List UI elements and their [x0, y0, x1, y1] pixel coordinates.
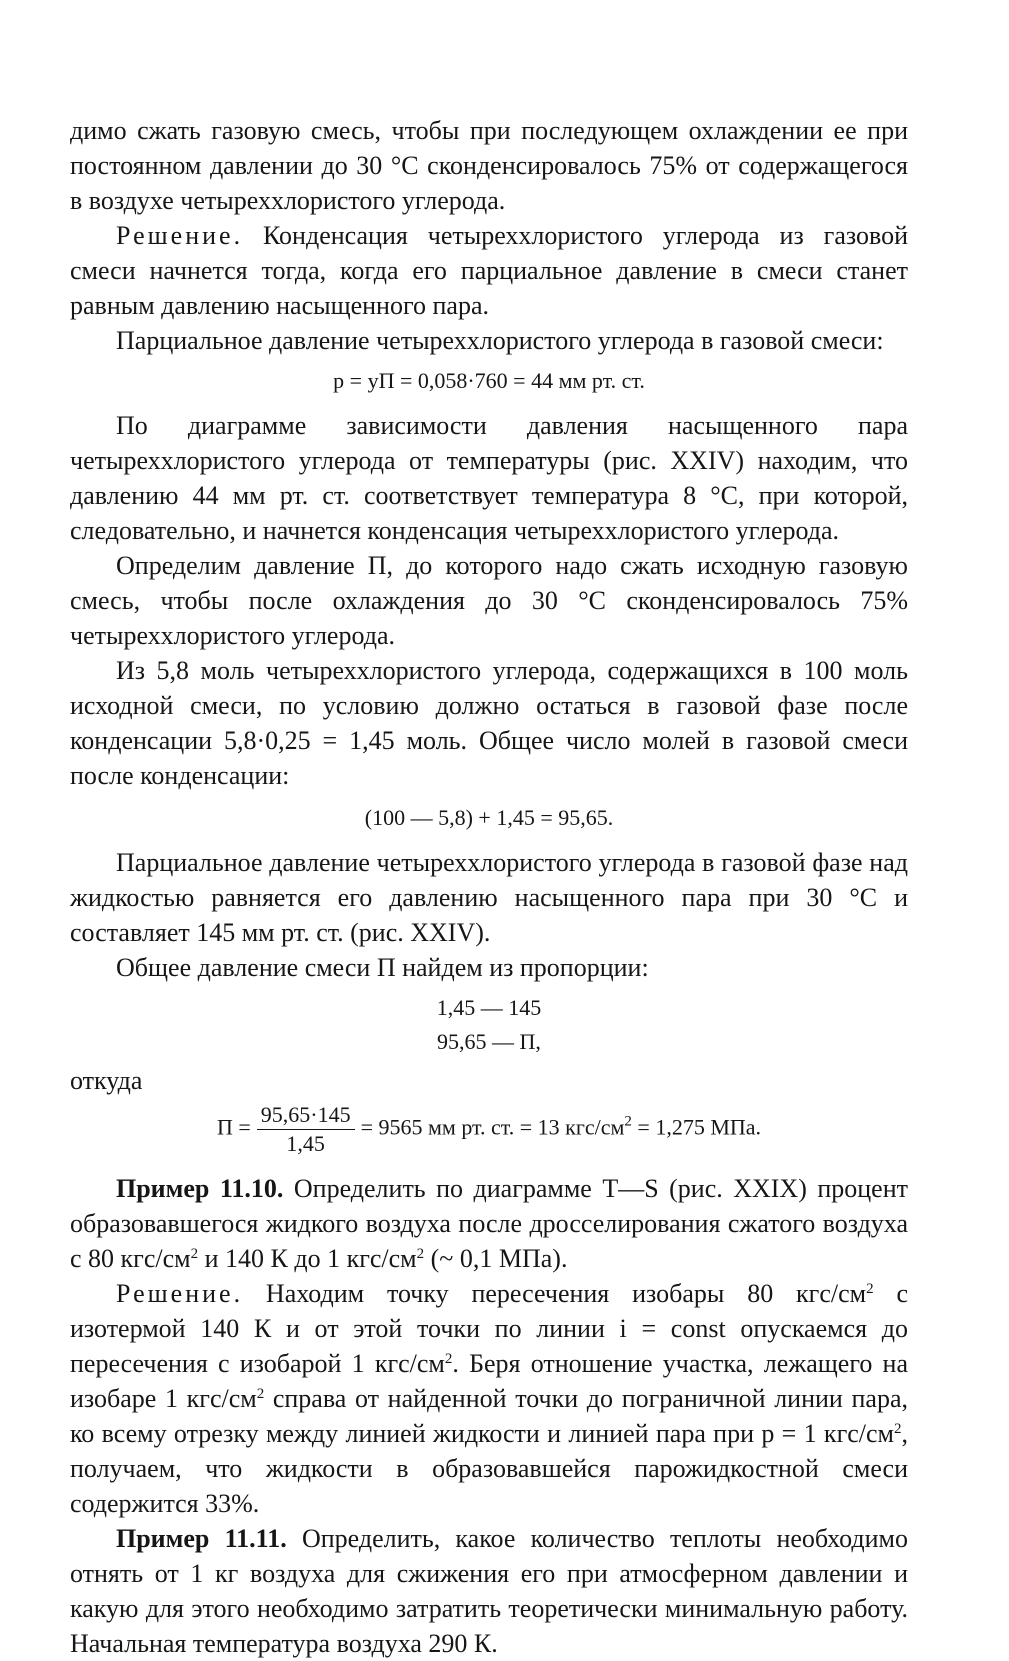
superscript: 2 — [190, 1246, 199, 1262]
solution-text: справа от найденной точки до пограничной линии пара, ко всему отрезку между линией жидкости и линией пара при p = 1 кгс/см — [70, 1384, 908, 1448]
proportion-line-1: 1,45 — 145 — [436, 995, 542, 1020]
solution-label: Решение. — [116, 1279, 244, 1308]
paragraph-define-pressure: Определим давление П, до которого надо сжать исходную газовую смесь, чтобы после охлаждения до 30 °С сконденсировалось 75% четыреххлористого углерода. — [70, 551, 908, 650]
fraction — [257, 1102, 355, 1157]
equation-rhs: = 9565 мм рт. ст. = 13 кгс/см — [360, 1114, 625, 1140]
fraction-numerator: 95,65·145 — [257, 1102, 355, 1130]
superscript: 2 — [256, 1386, 265, 1402]
equation-total-moles: (100 — 5,8) + 1,45 = 95,65. — [364, 805, 614, 830]
solution-text: , получаем, что жидкости в образовавшейся парожидкостной смеси содержится 33%. — [70, 1419, 908, 1518]
superscript: 2 — [866, 1281, 874, 1297]
paragraph-partial-pressure: Парциальное давление четыреххлористого углерода в газовой смеси: — [116, 326, 884, 355]
example-text: (~ 0,1 МПа). — [424, 1244, 568, 1273]
equation-lhs: П = — [216, 1114, 251, 1140]
superscript: 2 — [624, 1113, 632, 1130]
equation-partial-pressure: p = yП = 0,058·760 = 44 мм рт. ст. — [333, 368, 645, 393]
example-label: Пример 11.10. — [116, 1174, 284, 1203]
paragraph-example-11-11 — [70, 1521, 908, 1661]
paragraph-proportion: Общее давление смеси П найдем из пропорции: — [116, 953, 649, 982]
proportion-line-2: 95,65 — П, — [437, 1029, 541, 1054]
paragraph-example-11-10 — [70, 1171, 908, 1276]
solution-text: с изотермой 140 К и от этой точки по линии i = const опускаемся до пересечения с изобарой 1 кгс/см — [70, 1279, 908, 1378]
equation-rhs-end: = 1,275 МПа. — [631, 1114, 762, 1140]
superscript: 2 — [894, 1421, 902, 1437]
solution-text: Конденсация четыреххлористого углерода из газовой смеси начнется тогда, когда его парциальное давление в смеси станет равным давлению насыщенного пара. — [70, 221, 908, 320]
example-label: Пример 11.11. — [116, 1524, 287, 1553]
paragraph-moles: Из 5,8 моль четыреххлористого углерода, содержащихся в 100 моль исходной смеси, по условию должно остаться в газовой фазе после конденсации 5,8·0,25 = 1,45 моль. Общее число молей в газовой смеси после конденсации: — [70, 656, 908, 790]
paragraph-solution-11-10 — [70, 1276, 908, 1521]
paragraph-diagram: По диаграмме зависимости давления насыщенного пара четыреххлористого углерода от температуры (рис. XXIV) находим, что давлению 44 мм рт. ст. соответствует температура 8 °С, при которой, следовательно, и начнется конденсация четыреххлористого углерода. — [70, 411, 908, 545]
paragraph-saturated-pressure: Парциальное давление четыреххлористого углерода в газовой фазе над жидкостью равняется его давлению насыщенного пара при 30 °С и составляет 145 мм рт. ст. (рис. XXIV). — [70, 848, 908, 947]
page-text — [70, 113, 908, 1661]
superscript: 2 — [444, 1351, 453, 1367]
superscript: 2 — [416, 1246, 425, 1262]
paragraph-continuation: димо сжать газовую смесь, чтобы при последующем охлаждении ее при постоянном давлении до 30 °С сконденсировалось 75% от содержащегося в воздухе четыреххлористого углерода. — [70, 116, 908, 215]
equation-total-pressure — [70, 1102, 908, 1157]
solution-text: Находим точку пересечения изобары 80 кгс/см — [243, 1279, 867, 1308]
solution-label: Решение. — [116, 221, 244, 250]
example-text: и 140 К до 1 кгс/см — [198, 1244, 417, 1273]
paragraph-whence: откуда — [70, 1066, 143, 1095]
fraction-denominator: 1,45 — [286, 1131, 325, 1156]
example-text: Определить по диаграмме T—S (рис. XXIX) процент образовавшегося жидкого воздуха после дросселирования сжатого воздуха с 80 кгс/см — [70, 1174, 908, 1273]
example-text: Определить, какое количество теплоты необходимо отнять от 1 кг воздуха для сжижения его при атмосферном давлении и какую для этого необходимо затратить теоретически минимальную работу. Начальная температура воздуха 290 К. — [70, 1524, 908, 1658]
paragraph-solution — [70, 218, 908, 323]
solution-text: . Беря отношение участка, лежащего на изобаре 1 кгс/см — [70, 1349, 909, 1413]
